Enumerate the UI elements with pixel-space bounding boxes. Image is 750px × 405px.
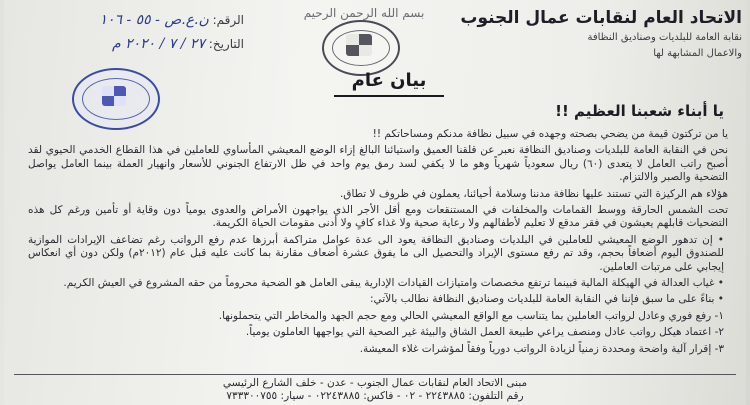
demand-item: ١- رفع فوري وعادل لرواتب العاملين بما يتناسب مع الواقع المعيشي الحالي ومع حجم الجهد والمخاطر التي يتحملونها. <box>218 309 724 322</box>
stamp-mark <box>102 86 126 106</box>
greeting: يا أبناء شعبنا العظيم !! <box>555 102 724 120</box>
date-label: التاريخ: <box>208 37 244 51</box>
bullet-item: • إن تدهور الوضع المعيشي للعاملين في البلديات وصناديق النظافة يعود الى عدة عوامل متراكمة أبرزها عدم رفع الرواتب رغم تضاعف الإيرادات الموازية للصندوق اليوم أضعافاً بحجم، وقد تم رفع مستوى الإيراد والتحصيل الى ما يفوق عشرة أضعاف مقارنة بما كانت عليه قبل عام (٢٠١٢م) ولكن دون أي انعكاس إيجابي على مرتبات العاملين. <box>28 234 724 274</box>
reference-number <box>44 12 244 28</box>
footer-address: مبنى الاتحاد العام لنقابات عمال الجنوب - عدن - خلف الشارع الرئيسي <box>222 377 528 389</box>
basmala: بسم الله الرحمن الرحيم <box>303 6 425 20</box>
ref-value: ن.ع.ص - ٥٥ - ١٠٦ <box>99 12 209 28</box>
title-underline <box>334 95 444 97</box>
letterhead <box>460 8 742 60</box>
reference-date <box>44 36 244 52</box>
ref-label: الرقم: <box>212 13 244 27</box>
org-subtitle-1: نقابة العامة للبلديات وصناديق النظافة <box>587 32 742 43</box>
reference-block <box>44 12 244 60</box>
paragraph: نحن في النقابة العامة للبلديات وصناديق النظافة نعبر عن قلقنا العميق واستيائنا البالغ إزاء الوضع المعيشي المأساوي للعاملين في هذا القطاع الخدمي الحيوي لقد أصبح راتب العامل لا يتعدى (٦٠) ريال سعودياً شهرياً وهو ما لا يكفي لسد رمق يوم واحد في ظل الارتفاع الجنوني للأسعار وانهيار العملة بينما العامل يواصل التضحية والصبر والالتزام. <box>28 144 728 184</box>
demand-item: ٣- إقرار آلية واضحة ومحددة زمنياً لزيادة الرواتب دورياً وفقاً لمؤشرات غلاء المعيشة. <box>359 342 724 355</box>
letter-sheet <box>4 0 746 405</box>
statement-body <box>28 128 728 359</box>
org-name: الاتحاد العام لنقابات عمال الجنوب <box>460 8 742 28</box>
emblem-mark <box>346 34 372 56</box>
paragraph: هؤلاء هم الركيزة التي تستند عليها نظافة مدننا وسلامة أحيائنا، يعملون في ظروف لا تطاق. <box>339 187 728 200</box>
document-title: بيان عام <box>351 70 427 91</box>
union-emblem-icon <box>322 20 400 76</box>
bullet-item: • غياب العدالة في الهيكلة المالية فبينما ترتفع مخصصات وامتيازات القيادات الإدارية يبقى العامل هو الضحية محروماً من حقه المشروع في العيش الكريم. <box>28 277 724 290</box>
paragraph: يا من تركتون قيمة من يضحي بصحته وجهده في سبيل نظافة مدنكم ومساحاتكم !! <box>372 128 728 140</box>
date-value: ٢٧ / ٧ / ٢٠٢٠ م <box>111 36 205 52</box>
paragraph: تحت الشمس الحارقة ووسط القمامات والمخلفات في المستنقعات ومع أقل الأجر الذي يواجهون الأمراض والعدوى يومياً دون وقاية أو تأمين ورغم كل هذه التضحيات قابلهم يعيشون في فقر مدقع لا تعليم لأطفالهم ولا رعاية صحية ولا غذاء كافٍ ولا أدنى مقومات الحياة الكريمة. <box>28 204 728 230</box>
official-stamp-icon <box>72 68 160 130</box>
footer-divider <box>14 374 736 375</box>
org-subtitle-2: والاعمال المشابهة لها <box>653 48 742 59</box>
footer <box>14 377 736 403</box>
bullet-item: • بناءً على ما سبق فإننا في النقابة العامة للبلديات وصناديق النظافة نطالب بالآتي: <box>28 293 724 306</box>
footer-contacts: رقم التلفون: ٢٢٤٣٨٨٥ - ٠٢ - فاكس: ٠٢٢٤٣٨٨٥ - سيار: ٧٣٣٣٠٠٧٥٥ <box>226 390 524 402</box>
demand-item: ٢- اعتماد هيكل رواتب عادل ومنصف يراعي طبيعة العمل الشاق والبيئة غير الصحية التي يواجهها العاملون يومياً. <box>245 326 724 339</box>
